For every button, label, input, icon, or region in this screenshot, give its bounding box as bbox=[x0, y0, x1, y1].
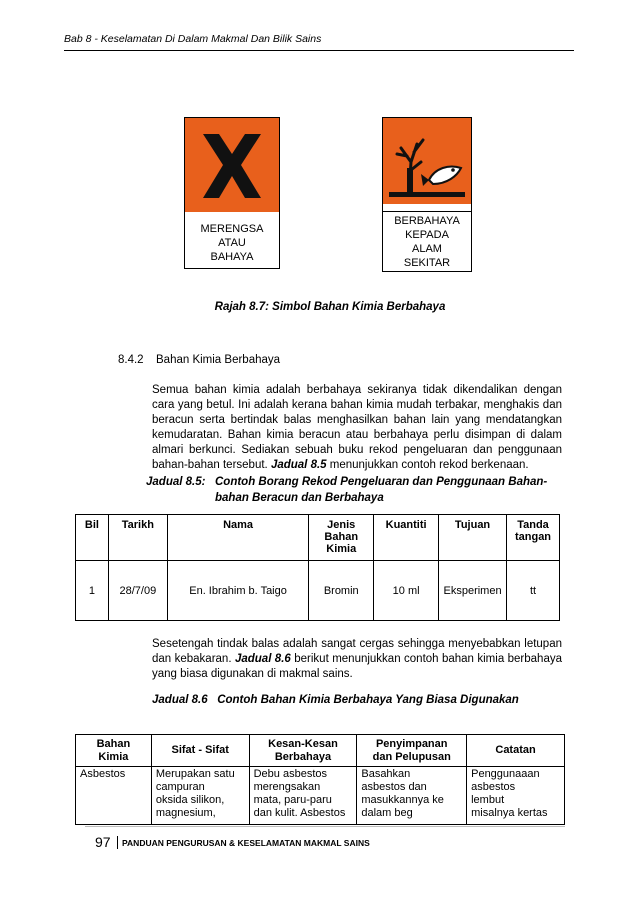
table2-header-sifat: Sifat - Sifat bbox=[151, 735, 249, 767]
table1-caption-label: Jadual 8.5: bbox=[146, 476, 206, 488]
table-row bbox=[76, 767, 565, 825]
section-title: Bahan Kimia Berbahaya bbox=[156, 354, 281, 366]
table2-header-row bbox=[76, 735, 565, 767]
harmful-x-icon bbox=[185, 118, 279, 212]
table1-caption-line2: bahan Beracun dan Berbahaya bbox=[215, 492, 384, 504]
footer-divider bbox=[117, 836, 118, 849]
table1-cell-tandatangan: tt bbox=[507, 561, 560, 621]
table2-caption: Jadual 8.6 Contoh Bahan Kimia Berbahaya Yang Biasa Digunakan bbox=[152, 694, 519, 706]
table1-header-tujuan: Tujuan bbox=[439, 515, 507, 561]
table1-header-kuantiti: Kuantiti bbox=[374, 515, 439, 561]
symbol-environment-label bbox=[383, 211, 471, 270]
table2-header-bahan: Bahan Kimia bbox=[76, 735, 152, 767]
table1-caption-line1: Contoh Borang Rekod Pengeluaran dan Penggunaan Bahan- bbox=[215, 476, 548, 488]
footer-rule bbox=[85, 826, 565, 827]
section-number: 8.4.2 bbox=[118, 354, 144, 366]
table1-header-tarikh: Tarikh bbox=[108, 515, 167, 561]
table1-cell-bil: 1 bbox=[76, 561, 109, 621]
table2-header-kesan: Kesan-Kesan Berbahaya bbox=[249, 735, 357, 767]
running-header: Bab 8 - Keselamatan Di Dalam Makmal Dan Bilik Sains bbox=[64, 33, 322, 45]
paragraph-tail: menunjukkan contoh rekod berkenaan. bbox=[329, 459, 529, 471]
table-row bbox=[76, 561, 560, 621]
paragraph-reactive-chemicals bbox=[152, 637, 562, 682]
paragraph-hazardous-chemicals bbox=[152, 383, 562, 473]
table1-cell-tujuan: Eksperimen bbox=[439, 561, 507, 621]
footer-title: PANDUAN PENGURUSAN & KESELAMATAN MAKMAL SAINS bbox=[122, 838, 370, 848]
table2-header-catatan: Catatan bbox=[467, 735, 565, 767]
table2-cell-sifat: Merupakan satu campuran oksida silikon, magnesium, bbox=[151, 767, 249, 825]
table1-header-tandatangan: Tanda tangan bbox=[507, 515, 560, 561]
table2-header-penyimpanan: Penyimpanan dan Pelupusan bbox=[357, 735, 467, 767]
table1-cell-jenis: Bromin bbox=[309, 561, 374, 621]
table2-cell-penyimpanan: Basahkan asbestos dan masukkannya ke dalam beg bbox=[357, 767, 467, 825]
table-reference: Jadual 8.6 bbox=[234, 653, 291, 665]
common-chemicals-table bbox=[75, 734, 565, 825]
table1-header-jenis: Jenis Bahan Kimia bbox=[309, 515, 374, 561]
symbol-harmful bbox=[184, 117, 280, 269]
page-number: 97 bbox=[95, 834, 111, 850]
paragraph-text: Semua bahan kimia adalah berbahaya sekiranya tidak dikendalikan dengan cara yang betul. Ini adalah kerana bahan kimia mudah terbakar, menghakis dan beracun serta bertindak balas menghasilkan bahan lain yang mendatangkan kemudaratan. Bahan kimia beracun atau berbahaya perlu disimpan di dalam almari berkunci. Sediakan sebuah buku rekod pengeluaran dan penggunaan bahan-bahan tersebut. bbox=[152, 384, 562, 471]
table-reference: Jadual 8.5 bbox=[270, 459, 327, 471]
record-form-table bbox=[75, 514, 560, 621]
table2-cell-kesan: Debu asbestos merengsakan mata, paru-paru dan kulit. Asbestos bbox=[249, 767, 357, 825]
paragraph-text: Sesetengah tindak balas adalah sangat cergas sehingga menyebabkan letupan dan kebakaran. bbox=[152, 638, 562, 665]
table1-header-nama: Nama bbox=[167, 515, 309, 561]
table1-header-row bbox=[76, 515, 560, 561]
symbol-environment bbox=[382, 117, 472, 272]
header-rule bbox=[64, 50, 574, 51]
symbol-harmful-label bbox=[185, 222, 279, 264]
symbol-label-text: MERENGSA ATAU BAHAYA bbox=[200, 223, 264, 263]
table1-cell-kuantiti: 10 ml bbox=[374, 561, 439, 621]
table1-header-bil: Bil bbox=[76, 515, 109, 561]
table2-cell-catatan: Penggunaaan asbestos lembut misalnya kertas bbox=[467, 767, 565, 825]
table2-cell-bahan: Asbestos bbox=[76, 767, 152, 825]
table1-cell-tarikh: 28/7/09 bbox=[108, 561, 167, 621]
environment-hazard-icon bbox=[383, 118, 471, 204]
table1-cell-nama: En. Ibrahim b. Taigo bbox=[167, 561, 309, 621]
paragraph-tail: berikut menunjukkan contoh bahan kimia berbahaya yang biasa digunakan di makmal sains. bbox=[152, 653, 562, 680]
symbol-label-text: BERBAHAYA KEPADA ALAM SEKITAR bbox=[394, 215, 460, 269]
figure-caption: Rajah 8.7: Simbol Bahan Kimia Berbahaya bbox=[214, 301, 446, 313]
